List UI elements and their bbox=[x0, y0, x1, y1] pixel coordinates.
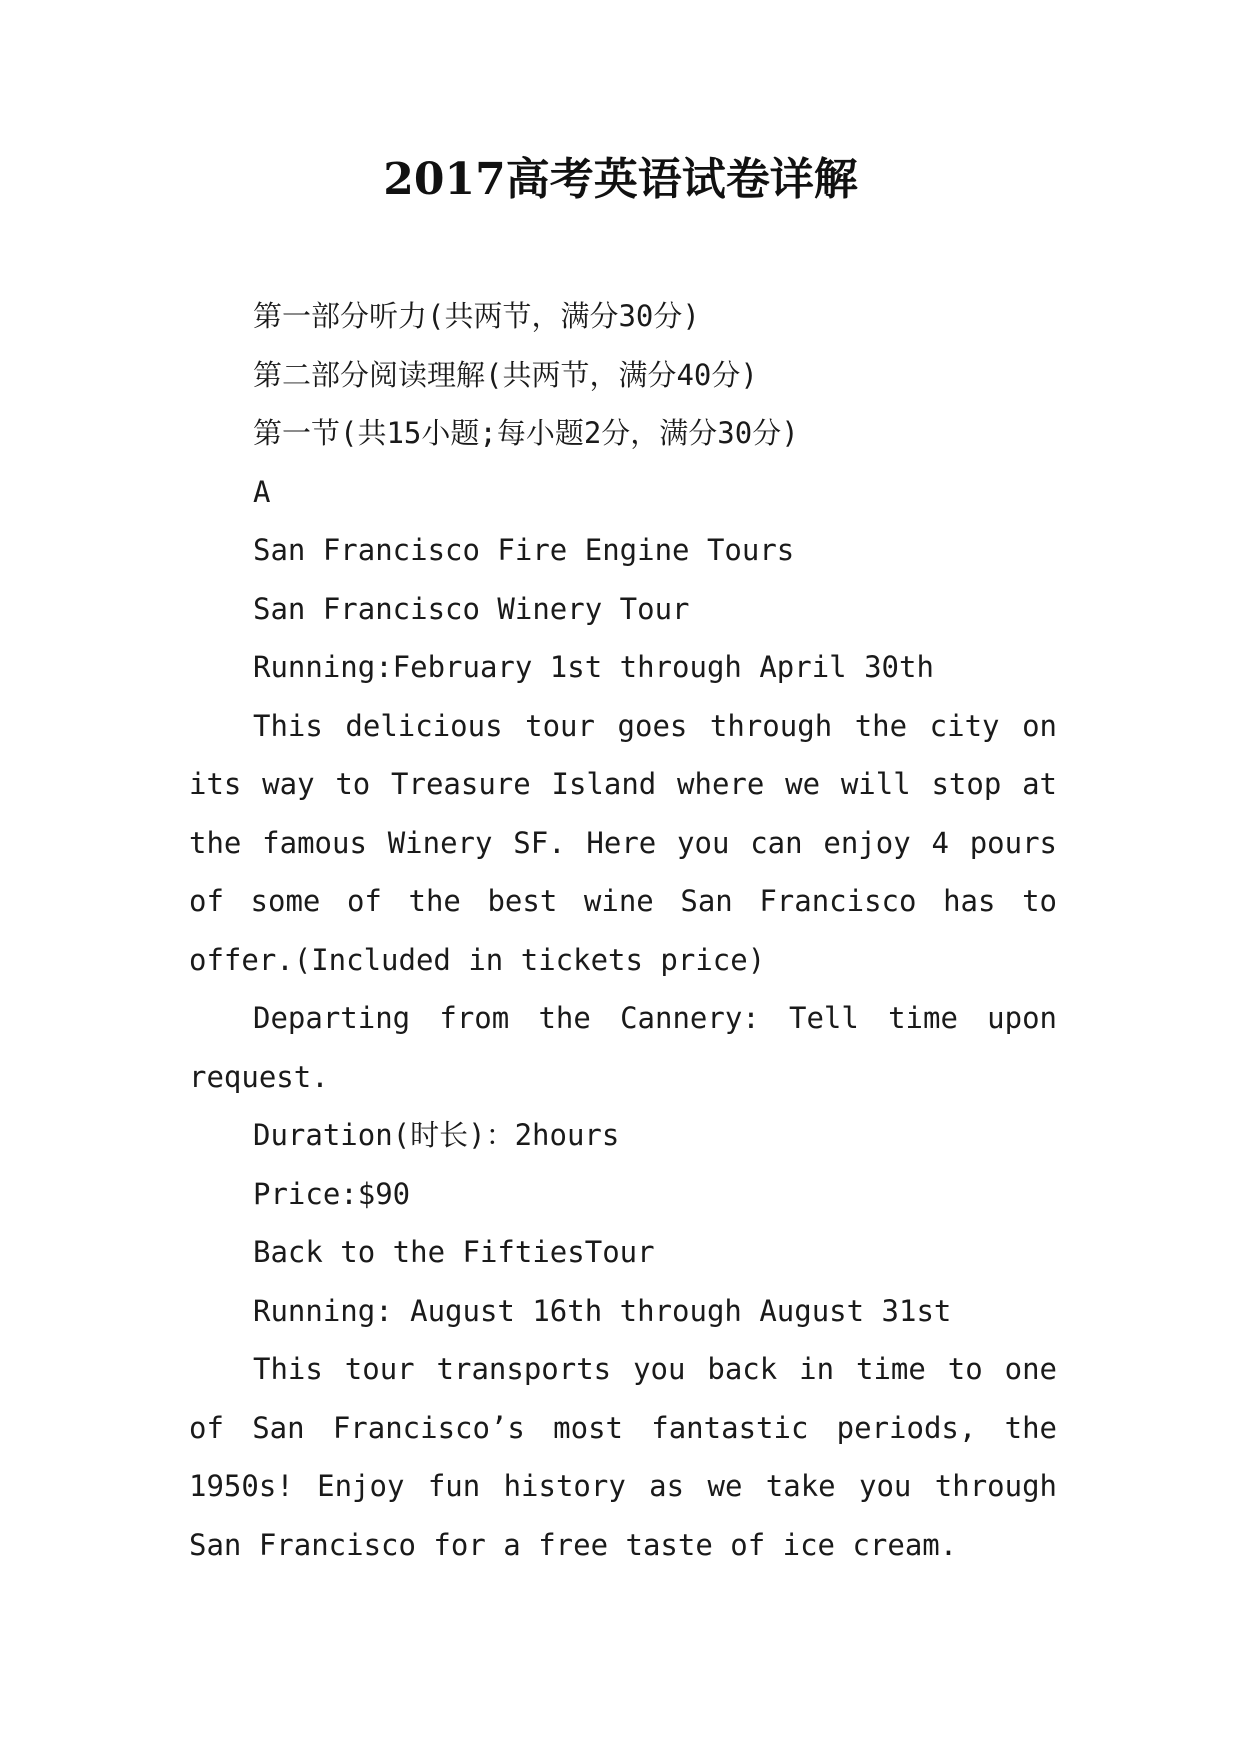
tour-departure: Departing from the Cannery: Tell time upon request. bbox=[189, 1001, 1057, 1094]
tour-price: Price:$90 bbox=[253, 1176, 411, 1211]
subsection-heading: 第一节(共15小题;每小题2分，满分30分) bbox=[253, 416, 799, 450]
document-body bbox=[189, 287, 1057, 1574]
document-title: 2017高考英语试卷详解 bbox=[383, 154, 858, 205]
tour-description: This delicious tour goes through the city on its way to Treasure Island where we will stop at the famous Winery SF. Here you can enjoy 4 pours of some of the best wine San Francisco has to offer.(Included in tickets price) bbox=[189, 708, 1057, 977]
passage-title: San Francisco Fire Engine Tours bbox=[253, 533, 795, 567]
section-heading-reading: 第二部分阅读理解(共两节，满分40分) bbox=[253, 357, 758, 392]
tour-name: San Francisco Winery Tour bbox=[253, 591, 690, 626]
tour-duration: Duration(时长)：2hours bbox=[253, 1118, 620, 1152]
tour-name: Back to the FiftiesTour bbox=[253, 1235, 655, 1269]
tour-description: This tour transports you back in time to one of San Francisco’s most fantastic periods, the 1950s! Enjoy fun history as we take you through San Francisco for a free taste of ice cream. bbox=[189, 1352, 1057, 1562]
passage-label: A bbox=[253, 474, 271, 509]
section-heading-listening: 第一部分听力(共两节，满分30分) bbox=[253, 299, 700, 333]
tour-running-dates: Running:February 1st through April 30th bbox=[253, 650, 934, 684]
tour-running-dates: Running: August 16th through August 31st bbox=[253, 1293, 952, 1328]
